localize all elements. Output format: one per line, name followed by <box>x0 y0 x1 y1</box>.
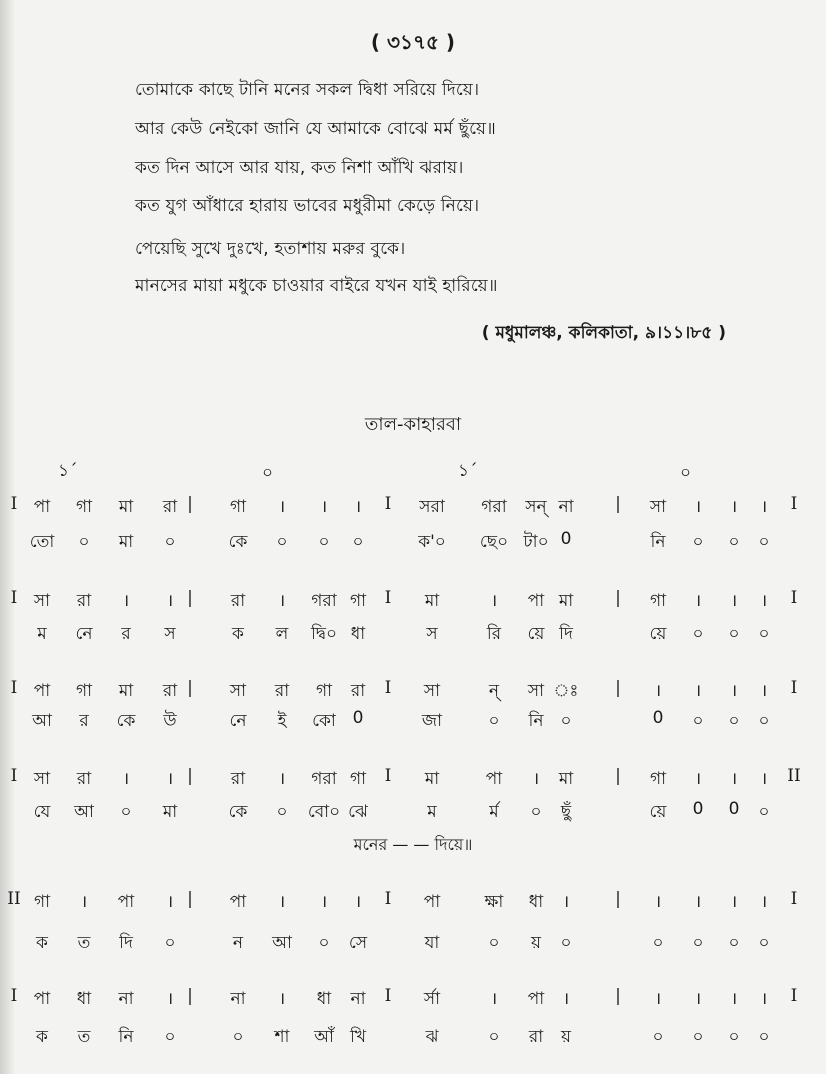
swara-note: গা <box>75 681 93 701</box>
bani-syllable: কে <box>228 802 248 822</box>
swara-note: । <box>278 892 286 912</box>
swara-note: পা <box>527 989 545 1009</box>
tala-heading: তাল-কাহারবা <box>364 414 462 435</box>
swara-note: গা <box>75 497 93 517</box>
swara-note: । <box>122 769 130 789</box>
bani-syllable: কো <box>312 711 336 731</box>
swara-note: না <box>350 989 366 1009</box>
bani-syllable: 0 <box>652 708 664 728</box>
bani-syllable: ছে০ <box>479 532 509 552</box>
bani-syllable: য় <box>560 1027 572 1047</box>
swara-note: রা <box>230 769 246 789</box>
bani-syllable: নি <box>650 532 666 552</box>
swara-note: । <box>694 681 702 701</box>
swara-note: । <box>694 989 702 1009</box>
bar-line: | <box>187 986 193 1006</box>
bani-syllable: ০ <box>758 933 770 953</box>
bani-syllable: র্ম <box>489 802 499 822</box>
swara-note: না <box>230 989 246 1009</box>
swara-note: রা <box>76 769 92 789</box>
swara-note: মা <box>118 497 134 517</box>
swara-note: গা <box>349 769 367 789</box>
bani-syllable: ০ <box>692 711 704 731</box>
bani-syllable: ০ <box>652 1027 664 1047</box>
bani-syllable: ০ <box>692 933 704 953</box>
bar-line: | <box>615 678 621 698</box>
bani-syllable: আ <box>74 802 94 822</box>
bani-syllable: ০ <box>728 624 740 644</box>
bar-line: I <box>384 766 392 786</box>
swara-note: । <box>694 769 702 789</box>
swara-note: । <box>320 497 328 517</box>
bani-syllable: ০ <box>276 532 288 552</box>
bar-line: I <box>10 588 18 608</box>
lyric-line-6: মানসের মায়া মধুকে চাওয়ার বাইরে যখন যাই হারিয়ে॥ <box>135 276 498 296</box>
bar-line: I <box>384 494 392 514</box>
bani-syllable: স <box>426 624 438 644</box>
beat-mark: ১´ <box>58 461 78 481</box>
swara-row <box>0 889 826 919</box>
swara-note: রা <box>162 681 178 701</box>
swara-note: । <box>694 591 702 611</box>
bani-syllable: 0 <box>352 708 364 728</box>
swara-note: মা <box>558 769 574 789</box>
swara-note: গরা <box>311 769 337 789</box>
bani-syllable: ০ <box>488 1027 500 1047</box>
swara-note: । <box>80 892 88 912</box>
swara-note: গরা <box>481 497 507 517</box>
bani-syllable: দি <box>119 933 133 953</box>
swara-note: । <box>730 591 738 611</box>
bani-syllable: ০ <box>692 624 704 644</box>
bar-line: | <box>187 588 193 608</box>
bani-syllable: 0 <box>728 799 740 819</box>
lyric-line-3: কত দিন আসে আর যায়, কত নিশা আঁখি ঝরায়। <box>135 158 464 178</box>
bani-syllable: কে <box>116 711 136 731</box>
swara-note: গা <box>315 681 333 701</box>
bani-syllable: আ <box>32 711 52 731</box>
bani-syllable: ০ <box>692 1027 704 1047</box>
swara-note: । <box>654 892 662 912</box>
swara-note: সা <box>33 591 51 611</box>
bar-line: | <box>615 889 621 909</box>
bani-syllable: য়ে <box>527 624 545 644</box>
bani-syllable: ০ <box>232 1027 244 1047</box>
swara-note: । <box>562 989 570 1009</box>
bani-syllable: র <box>121 624 131 644</box>
swara-note: পা <box>33 497 51 517</box>
swara-note: সরা <box>419 497 445 517</box>
swara-note: গা <box>649 769 667 789</box>
swara-note: গা <box>229 497 247 517</box>
swara-row <box>0 588 826 618</box>
swara-note: । <box>730 681 738 701</box>
swara-note: । <box>694 892 702 912</box>
bar-line: I <box>790 678 798 698</box>
swara-note: সন্ <box>525 497 547 517</box>
bar-line: I <box>790 588 798 608</box>
bani-syllable: ঝ <box>425 1027 439 1047</box>
bar-line: I <box>384 678 392 698</box>
swara-note: রা <box>76 591 92 611</box>
bani-syllable: ০ <box>164 1027 176 1047</box>
bani-syllable: ০ <box>758 802 770 822</box>
bani-syllable: ত <box>77 1027 91 1047</box>
bani-syllable: ০ <box>692 532 704 552</box>
swara-note: সা <box>649 497 667 517</box>
swara-note: । <box>278 989 286 1009</box>
swara-note: । <box>166 892 174 912</box>
bar-line: | <box>615 986 621 1006</box>
swara-note: মা <box>424 769 440 789</box>
bar-line: | <box>187 766 193 786</box>
swara-note: ধা <box>528 892 544 912</box>
bani-syllable: ০ <box>276 802 288 822</box>
bar-line: I <box>790 889 798 909</box>
swara-note: । <box>760 591 768 611</box>
bani-syllable: যে <box>33 802 51 822</box>
bani-syllable: ০ <box>728 933 740 953</box>
bani-syllable: স <box>164 624 176 644</box>
lyric-line-1: তোমাকে কাছে টানি মনের সকল দ্বিধা সরিয়ে দিয়ে। <box>135 80 480 100</box>
bar-line: I <box>384 588 392 608</box>
swara-note: । <box>490 989 498 1009</box>
lyric-line-5: পেয়েছি সুখে দুঃখে, হতাশায় মরুর বুকে। <box>135 239 406 259</box>
bani-syllable: ০ <box>758 711 770 731</box>
bani-syllable: ক <box>36 1027 48 1047</box>
bani-row <box>0 708 826 738</box>
swara-note: রা <box>274 681 290 701</box>
bar-line: I <box>384 889 392 909</box>
bani-syllable: আঁ <box>314 1027 334 1047</box>
bani-syllable: ঝে <box>348 802 368 822</box>
swara-row <box>0 766 826 796</box>
swara-note: । <box>166 591 174 611</box>
bani-syllable: ম <box>37 624 47 644</box>
bani-row <box>0 1024 826 1054</box>
swara-note: । <box>354 497 362 517</box>
bani-syllable: ল <box>275 624 289 644</box>
bani-syllable: ০ <box>530 802 542 822</box>
bar-line: I <box>10 986 18 1006</box>
swara-note: গা <box>33 892 51 912</box>
swara-row <box>0 494 826 524</box>
swara-note: রা <box>350 681 366 701</box>
swara-note: পা <box>117 892 135 912</box>
swara-note: । <box>278 591 286 611</box>
bani-syllable: ০ <box>758 532 770 552</box>
beat-mark: ১´ <box>458 461 478 481</box>
swara-note: । <box>562 892 570 912</box>
bar-line: | <box>187 678 193 698</box>
swara-note: না <box>118 989 134 1009</box>
bani-syllable: ০ <box>560 933 572 953</box>
swara-note: । <box>166 769 174 789</box>
bani-syllable: রি <box>486 624 502 644</box>
bani-syllable: ছুঁ <box>560 802 572 822</box>
swara-note: ধা <box>76 989 92 1009</box>
swara-note: । <box>760 892 768 912</box>
bar-line: I <box>10 494 18 514</box>
bani-syllable: কে <box>228 532 248 552</box>
bar-line: I <box>384 986 392 1006</box>
swara-note: সা <box>229 681 247 701</box>
bani-syllable: ক <box>232 624 244 644</box>
bani-syllable: ক'০ <box>418 532 446 552</box>
bar-line: | <box>187 494 193 514</box>
swara-note: সা <box>423 681 441 701</box>
beat-mark: ০ <box>262 463 274 483</box>
swara-row <box>0 986 826 1016</box>
bani-syllable: নে <box>75 624 93 644</box>
bani-syllable: য়ে <box>649 624 667 644</box>
bani-syllable: ম <box>427 802 437 822</box>
bani-syllable: শা <box>274 1027 290 1047</box>
bani-syllable: য় <box>530 933 542 953</box>
swara-note: । <box>122 591 130 611</box>
swara-note: । <box>760 681 768 701</box>
bar-line: | <box>615 766 621 786</box>
bani-syllable: উ <box>163 711 177 731</box>
bani-syllable: ০ <box>318 933 330 953</box>
swara-note: রা <box>230 591 246 611</box>
swara-note: পা <box>485 769 503 789</box>
swara-note: । <box>730 497 738 517</box>
swara-note: । <box>654 681 662 701</box>
bani-syllable: ০ <box>488 933 500 953</box>
refrain-note: মনের — — দিয়ে॥ <box>353 835 473 854</box>
bani-syllable: রা <box>528 1027 544 1047</box>
swara-row <box>0 678 826 708</box>
bar-line: | <box>187 889 193 909</box>
bar-line: II <box>7 889 21 909</box>
bani-syllable: ০ <box>78 532 90 552</box>
lyric-line-4: কত যুগ আঁধারে হারায় ভাবের মধুরীমা কেড়ে নিয়ে। <box>135 196 480 216</box>
bani-syllable: ০ <box>318 532 330 552</box>
swara-note: । <box>760 497 768 517</box>
composition-credit: ( মধুমালঞ্চ, কলিকাতা, ৯।১১।৮৫ ) <box>481 323 726 343</box>
bani-syllable: ০ <box>488 711 500 731</box>
bani-syllable: যা <box>424 933 440 953</box>
bani-syllable: ০ <box>120 802 132 822</box>
bar-line: | <box>615 494 621 514</box>
bani-syllable: তো <box>29 532 55 552</box>
bani-syllable: দ্বি০ <box>310 624 338 644</box>
bani-syllable: জা <box>421 711 443 731</box>
bani-syllable: আ <box>272 933 292 953</box>
bani-syllable: ০ <box>560 711 572 731</box>
bani-syllable: ই <box>277 711 287 731</box>
bani-syllable: মা <box>118 532 134 552</box>
swara-note: । <box>320 892 328 912</box>
bar-line: I <box>10 766 18 786</box>
bar-line: I <box>10 678 18 698</box>
lyric-line-2: আর কেউ নেইকো জানি যে আমাকে বোঝে মর্ম ছুঁয়ে॥ <box>135 119 496 139</box>
bani-syllable: নি <box>528 711 544 731</box>
bani-syllable: 0 <box>692 799 704 819</box>
swara-note: ন্ <box>488 681 500 701</box>
bani-syllable: ০ <box>652 933 664 953</box>
bani-row <box>0 529 826 559</box>
bani-row <box>0 621 826 651</box>
swara-note: না <box>558 497 574 517</box>
swara-note: । <box>730 892 738 912</box>
swara-note: পা <box>33 989 51 1009</box>
bani-syllable: ০ <box>758 1027 770 1047</box>
song-number: ( ৩১৭৫ ) <box>370 30 456 54</box>
bani-syllable: বো০ <box>307 802 341 822</box>
swara-note: । <box>730 769 738 789</box>
swara-note: । <box>694 497 702 517</box>
swara-note: মা <box>558 591 574 611</box>
bar-line: I <box>790 494 798 514</box>
swara-note: । <box>760 989 768 1009</box>
bani-syllable: ত <box>77 933 91 953</box>
swara-note: ক্ষা <box>484 892 504 912</box>
bani-syllable: ০ <box>758 624 770 644</box>
swara-note: । <box>166 989 174 1009</box>
swara-note: মা <box>424 591 440 611</box>
swara-note: গা <box>349 591 367 611</box>
swara-note: পা <box>33 681 51 701</box>
swara-note: । <box>730 989 738 1009</box>
bani-syllable: ০ <box>728 532 740 552</box>
bar-line: I <box>790 986 798 1006</box>
bani-syllable: সে <box>348 933 368 953</box>
bani-row <box>0 799 826 829</box>
swara-note: গরা <box>311 591 337 611</box>
bani-syllable: দি <box>559 624 573 644</box>
bani-syllable: র <box>79 711 89 731</box>
bani-syllable: য়ে <box>649 802 667 822</box>
bani-row <box>0 930 826 960</box>
bani-syllable: 0 <box>560 529 572 549</box>
swara-note: । <box>654 989 662 1009</box>
bani-syllable: ০ <box>164 933 176 953</box>
bar-line: II <box>787 766 801 786</box>
swara-note: পা <box>423 892 441 912</box>
bani-syllable: নে <box>229 711 247 731</box>
swara-note: । <box>490 591 498 611</box>
swara-note: পা <box>229 892 247 912</box>
bani-syllable: খি <box>349 1027 367 1047</box>
swara-note: সা <box>33 769 51 789</box>
bani-syllable: টা০ <box>523 532 549 552</box>
bani-syllable: ০ <box>164 532 176 552</box>
swara-note: র্সা <box>423 989 441 1009</box>
beat-mark: ০ <box>680 463 692 483</box>
swara-note: পা <box>527 591 545 611</box>
swara-note: । <box>278 497 286 517</box>
swara-note: সা <box>527 681 545 701</box>
bani-syllable: মা <box>162 802 178 822</box>
bar-line: | <box>615 588 621 608</box>
bani-syllable: ন <box>232 933 244 953</box>
swara-note: । <box>278 769 286 789</box>
bani-syllable: ০ <box>728 711 740 731</box>
swara-note: ধা <box>316 989 332 1009</box>
bani-syllable: ক <box>36 933 48 953</box>
bani-syllable: ধা <box>350 624 366 644</box>
bani-syllable: ০ <box>352 532 364 552</box>
swara-note: । <box>760 769 768 789</box>
swara-note: । <box>354 892 362 912</box>
swara-note: ঃ <box>553 681 579 701</box>
bani-syllable: নি <box>118 1027 134 1047</box>
swara-note: গা <box>649 591 667 611</box>
swara-note: রা <box>162 497 178 517</box>
bani-syllable: ০ <box>728 1027 740 1047</box>
swara-note: মা <box>118 681 134 701</box>
swara-note: । <box>532 769 540 789</box>
